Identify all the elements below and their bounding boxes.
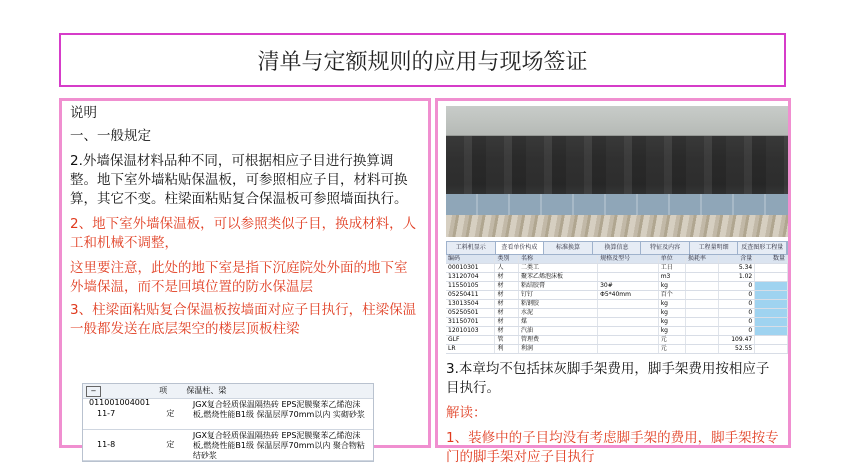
table-cell [686, 327, 719, 335]
table-cell [686, 282, 719, 290]
table-cell: 二类工 [519, 264, 598, 272]
table-header-row[interactable] [83, 384, 373, 407]
table-cell: 5.34 [719, 264, 756, 272]
table-row[interactable] [446, 309, 788, 318]
table-cell: kg [659, 282, 686, 290]
tab-quantity-detail[interactable]: 工程量明细 [690, 242, 739, 254]
table-row[interactable] [83, 399, 373, 430]
interpretation-1: 2、地下室外墙保温板，可以参照类似子目，换成材料，人工和机械不调整， [70, 216, 417, 251]
table-cell [755, 345, 788, 353]
software-tabs [446, 241, 788, 255]
table-cell: 材 [495, 318, 519, 326]
table-row[interactable] [446, 336, 788, 345]
table-cell: 0 [719, 291, 756, 299]
table-cell: kg [659, 300, 686, 308]
table-cell [686, 291, 719, 299]
col-category: 类别 [495, 255, 519, 263]
table-row[interactable] [446, 327, 788, 336]
table-cell: m3 [659, 273, 686, 281]
table-cell: 05250501 [446, 309, 495, 317]
table-cell [686, 318, 719, 326]
table-cell: LR [446, 345, 495, 353]
col-name: 名称 [519, 255, 598, 263]
table-cell [598, 309, 659, 317]
table-cell: 0 [719, 318, 756, 326]
table-cell [598, 273, 659, 281]
quota-table [82, 383, 374, 462]
table-cell: kg [659, 309, 686, 317]
table-cell [686, 300, 719, 308]
slide-title: 清单与定额规则的应用与现场签证 [257, 49, 588, 75]
row-name: JGX复合轻质保温隔热砖 EPS泥膜聚苯乙烯泡沫板,燃烧性能B1级 保温层厚70mm以内 聚合物粘结砂浆 [192, 431, 365, 460]
table-row[interactable] [446, 273, 788, 282]
table-row[interactable] [446, 300, 788, 309]
table-cell: 钉钉 [519, 291, 598, 299]
table-cell: 材 [495, 327, 519, 335]
item-code: 011001004001 [89, 398, 151, 407]
table-cell [598, 345, 659, 353]
table-cell: 粘结胶膏 [519, 282, 598, 290]
tab-resources[interactable]: 工料机显示 [447, 242, 496, 254]
interpretation-scaffold: 1、装修中的子目均没有考虑脚手架的费用，脚手架按专门的脚手架对应子目执行 [446, 430, 779, 465]
table-cell: Φ5*40mm [598, 291, 659, 299]
col-code: 编码 [446, 255, 495, 263]
table-cell: 粘钢胶 [519, 300, 598, 308]
table-cell: 材 [495, 309, 519, 317]
heading: 说明 [70, 105, 97, 121]
interpretation-label: 解读： [446, 405, 487, 421]
table-cell [686, 345, 719, 353]
table-cell: 管 [495, 336, 519, 344]
row-code: 11-8 [97, 440, 116, 449]
table-cell: 聚苯乙烯泡沫板 [519, 273, 598, 281]
table-cell [755, 282, 788, 290]
table-cell [686, 273, 719, 281]
table-cell [755, 309, 788, 317]
table-cell [755, 327, 788, 335]
col-quantity: 数量 [755, 255, 788, 263]
ground [446, 215, 788, 237]
table-cell: 利润 [519, 345, 598, 353]
table-cell [755, 273, 788, 281]
table-cell [598, 300, 659, 308]
table-cell: 00010301 [446, 264, 495, 272]
col-loss: 损耗率 [686, 255, 719, 263]
table-cell: 1.02 [719, 273, 756, 281]
row-code: 11-7 [97, 409, 116, 418]
table-cell: 11550105 [446, 282, 495, 290]
table-cell: 13120704 [446, 273, 495, 281]
tab-standard-conversion[interactable]: 标准换算 [544, 242, 593, 254]
title-box [59, 33, 786, 87]
tab-reverse-lookup[interactable]: 反查图形工程量 [738, 242, 787, 254]
table-cell [598, 327, 659, 335]
table-cell: 30# [598, 282, 659, 290]
left-panel [59, 98, 431, 460]
table-cell: 0 [719, 327, 756, 335]
collapse-icon[interactable]: − [86, 386, 101, 397]
table-cell: 材 [495, 291, 519, 299]
table-cell: 水泥 [519, 309, 598, 317]
interpretation-3: 3、柱梁面粘贴复合保温板按墙面对应子目执行，柱梁保温一般都发送在底层架空的楼层顶板柱梁 [70, 302, 417, 337]
table-cell: 0 [719, 309, 756, 317]
table-cell [598, 336, 659, 344]
table-cell: 材 [495, 300, 519, 308]
table-cell [686, 336, 719, 344]
table-cell: 人 [495, 264, 519, 272]
table-cell: 0 [719, 282, 756, 290]
table-cell: kg [659, 327, 686, 335]
table-cell: 12010103 [446, 327, 495, 335]
table-cell: 05250411 [446, 291, 495, 299]
table-row[interactable] [83, 430, 373, 461]
software-table [446, 241, 788, 354]
table-cell [598, 264, 659, 272]
row-type: 定 [166, 409, 175, 418]
table-cell [598, 318, 659, 326]
table-row[interactable] [446, 345, 788, 354]
right-panel [435, 98, 791, 465]
section-title: 一、一般规定 [70, 128, 151, 144]
tab-conversion-info[interactable]: 换算信息 [593, 242, 642, 254]
insulation-board [446, 194, 788, 216]
table-row[interactable] [446, 318, 788, 327]
table-row[interactable] [446, 282, 788, 291]
col-unit: 单位 [659, 255, 686, 263]
table-cell: 109.47 [719, 336, 756, 344]
table-cell: kg [659, 318, 686, 326]
rule-text-scaffold: 3.本章均不包括抹灰脚手架费用，脚手架费用按相应子目执行。 [446, 361, 770, 396]
tab-features[interactable]: 特征及内容 [641, 242, 690, 254]
site-photo [446, 106, 788, 237]
table-cell [755, 300, 788, 308]
tab-unit-price[interactable]: 查看单价构成 [496, 242, 545, 254]
table-cell [755, 318, 788, 326]
table-cell: 31150701 [446, 318, 495, 326]
row-name: JGX复合轻质保温隔热砖 EPS泥膜聚苯乙烯泡沫板,燃烧性能B1级 保温层厚70mm以内 实砌砂浆 [192, 400, 365, 419]
table-cell: 13013504 [446, 300, 495, 308]
table-cell: 百个 [659, 291, 686, 299]
table-cell [755, 291, 788, 299]
table-cell [755, 264, 788, 272]
table-row[interactable] [446, 291, 788, 300]
table-cell [686, 264, 719, 272]
table-cell: 元 [659, 336, 686, 344]
basement-wall [446, 136, 788, 196]
table-cell: 利 [495, 345, 519, 353]
table-cell [755, 336, 788, 344]
row-type: 定 [166, 440, 175, 449]
table-cell [686, 309, 719, 317]
table-cell: 0 [719, 300, 756, 308]
table-cell: 工日 [659, 264, 686, 272]
table-cell: 材 [495, 273, 519, 281]
table-cell: 元 [659, 345, 686, 353]
table-cell: 52.55 [719, 345, 756, 353]
col-content: 含量 [719, 255, 756, 263]
table-cell: GLF [446, 336, 495, 344]
rule-text: 2.外墙保温材料品种不同，可根据相应子目进行换算调整。地下室外墙粘贴保温板，可参照相应子目，材料可换算，其它不变。柱梁面粘贴复合保温板可参照墙面执行。 [70, 153, 408, 207]
table-cell: 汽油 [519, 327, 598, 335]
item-name: 保温柱、梁 [186, 386, 227, 395]
table-cell: 煤 [519, 318, 598, 326]
software-table-header [446, 255, 788, 264]
item-type: 项 [159, 386, 168, 395]
col-spec: 规格及型号 [598, 255, 659, 263]
table-cell: 管理费 [519, 336, 598, 344]
interpretation-2: 这里要注意，此处的地下室是指下沉庭院处外面的地下室外墙保温，而不是回填位置的防水保温层 [70, 260, 408, 295]
table-cell: 材 [495, 282, 519, 290]
table-row[interactable] [446, 264, 788, 273]
